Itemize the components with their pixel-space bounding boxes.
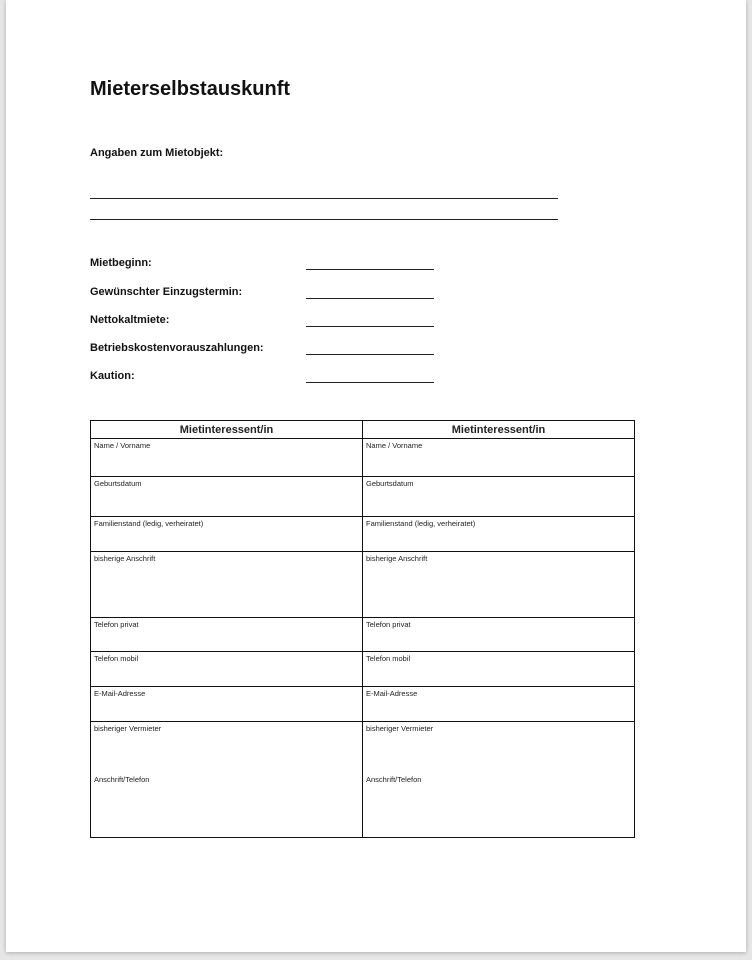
field-label-kaution: Kaution: (90, 370, 135, 382)
cell-phone-private-1[interactable] (91, 618, 363, 652)
row-label: Familienstand (ledig, verheiratet) (366, 519, 476, 528)
cell-name-2[interactable] (363, 439, 635, 477)
cell-landlord-2[interactable] (363, 722, 635, 838)
cell-marital-1[interactable] (91, 517, 363, 552)
field-line-nettokaltmiete[interactable] (306, 326, 434, 327)
cell-birthdate-1[interactable] (91, 477, 363, 517)
cell-address-2[interactable] (363, 552, 635, 618)
field-label-nettokaltmiete: Nettokaltmiete: (90, 314, 170, 326)
column-header-applicant-2: Mietinteressent/in (363, 421, 635, 439)
row-label: bisherige Anschrift (94, 554, 156, 563)
document-page (6, 0, 746, 952)
cell-phone-private-2[interactable] (363, 618, 635, 652)
cell-birthdate-2[interactable] (363, 477, 635, 517)
document-title: Mieterselbstauskunft (90, 78, 291, 100)
row-label: Geburtsdatum (366, 479, 414, 488)
field-label-mietbeginn: Mietbeginn: (90, 257, 152, 269)
row-label: Familienstand (ledig, verheiratet) (94, 519, 204, 528)
object-line-1[interactable] (90, 198, 558, 199)
row-label: Telefon mobil (366, 654, 411, 663)
row-label: Name / Vorname (366, 441, 423, 450)
object-line-2[interactable] (90, 219, 558, 220)
row-label: Name / Vorname (94, 441, 151, 450)
cell-phone-mobile-2[interactable] (363, 652, 635, 687)
table-row (91, 517, 635, 552)
row-label: Telefon privat (94, 620, 139, 629)
table-row (91, 552, 635, 618)
row-label: bisheriger Vermieter (366, 724, 434, 733)
row-label: Telefon privat (366, 620, 411, 629)
table-row (91, 618, 635, 652)
table-row (91, 687, 635, 722)
row-label: E-Mail-Adresse (94, 689, 146, 698)
row-label: bisherige Anschrift (366, 554, 428, 563)
cell-address-1[interactable] (91, 552, 363, 618)
row-label: Telefon mobil (94, 654, 139, 663)
applicant-table (90, 420, 635, 838)
row-label: Geburtsdatum (94, 479, 142, 488)
field-label-betriebskosten: Betriebskostenvorauszahlungen: (90, 342, 264, 354)
cell-marital-2[interactable] (363, 517, 635, 552)
row-sublabel: Anschrift/Telefon (366, 775, 422, 784)
row-label: E-Mail-Adresse (366, 689, 418, 698)
field-line-einzugstermin[interactable] (306, 298, 434, 299)
table-row (91, 722, 635, 838)
column-header-applicant-1: Mietinteressent/in (91, 421, 363, 439)
cell-landlord-1[interactable] (91, 722, 363, 838)
row-sublabel: Anschrift/Telefon (94, 775, 150, 784)
field-line-betriebskosten[interactable] (306, 354, 434, 355)
field-line-mietbeginn[interactable] (306, 269, 434, 270)
table-header-row (91, 421, 635, 439)
field-label-einzugstermin: Gewünschter Einzugstermin: (90, 286, 243, 298)
cell-email-2[interactable] (363, 687, 635, 722)
cell-email-1[interactable] (91, 687, 363, 722)
row-label: bisheriger Vermieter (94, 724, 162, 733)
table-row (91, 439, 635, 477)
cell-phone-mobile-1[interactable] (91, 652, 363, 687)
field-line-kaution[interactable] (306, 382, 434, 383)
table-row (91, 652, 635, 687)
cell-name-1[interactable] (91, 439, 363, 477)
table-row (91, 477, 635, 517)
object-heading: Angaben zum Mietobjekt: (90, 147, 224, 159)
